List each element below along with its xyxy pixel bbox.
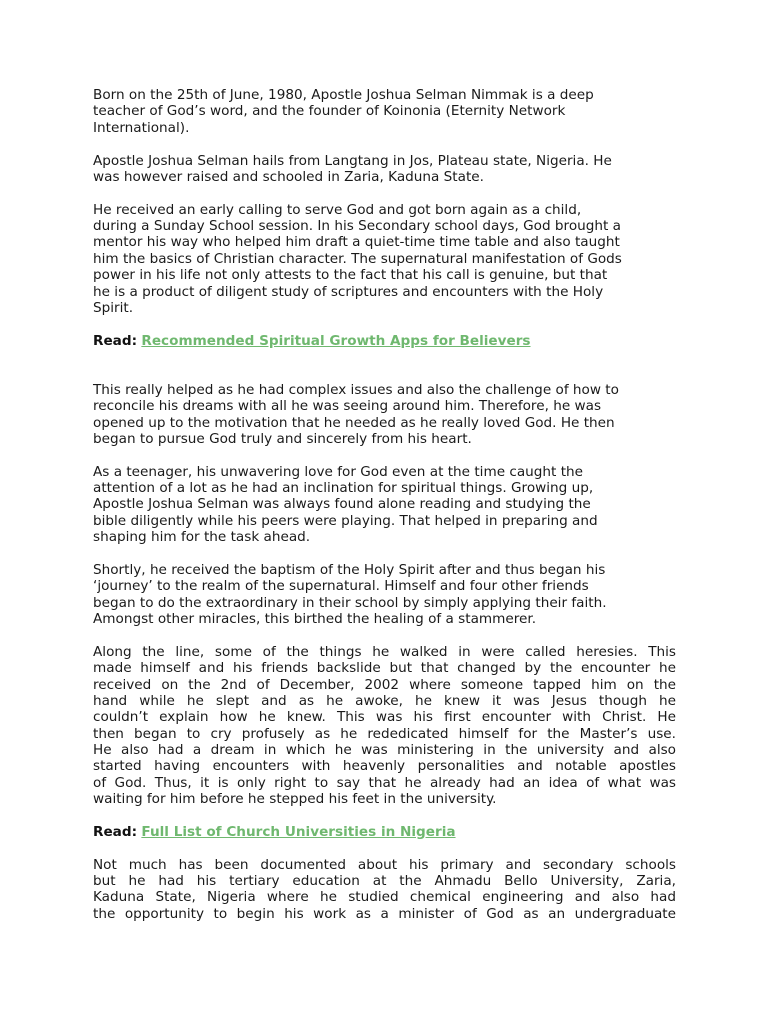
text-line: but he had his tertiary education at the Ahmadu Bello University, Zaria, (93, 873, 676, 889)
text-line: reconcile his dreams with all he was seeing around him. Therefore, he was (93, 398, 602, 415)
text-line: mentor his way who helped him draft a quiet-time time table and also taught (93, 234, 620, 251)
text-line: then began to cry profusely as he rededicated himself for the Master’s use. (93, 725, 676, 742)
link-church-universities[interactable]: Full List of Church Universities in Nigeria (141, 823, 456, 840)
paragraph-education (93, 857, 676, 923)
text-line: Kaduna State, Nigeria where he studied chemical engineering and also had (93, 889, 676, 906)
text-line: hand while he slept and as he awoke, he knew it was Jesus though he (93, 692, 676, 709)
text-line: made himself and his friends backslide but that changed by the encounter he (93, 660, 676, 677)
text-line: bible diligently while his peers were playing. That helped in preparing and (93, 512, 598, 529)
link-spiritual-growth-apps[interactable]: Recommended Spiritual Growth Apps for Believers (141, 332, 531, 349)
text-line: He also had a dream in which he was ministering in the university and also (93, 742, 676, 758)
text-line: started having encounters with heavenly personalities and notable apostles (93, 758, 676, 775)
text-line: attention of a lot as he had an inclination for spiritual things. Growing up, (93, 480, 594, 496)
text-line: He received an early calling to serve God and got born again as a child, (93, 201, 582, 218)
text-line: received on the 2nd of December, 2002 where someone tapped him on the (93, 676, 676, 693)
text-line: Along the line, some of the things he walked in were called heresies. This (93, 643, 676, 660)
paragraph-calling (93, 202, 676, 317)
paragraph-origin (93, 153, 676, 186)
text-line: Born on the 25th of June, 1980, Apostle Joshua Selman Nimmak is a deep (93, 87, 594, 103)
article-body (93, 87, 676, 939)
text-line: Apostle Joshua Selman hails from Langtang in Jos, Plateau state, Nigeria. He (93, 152, 612, 169)
paragraph-growth (93, 382, 676, 448)
text-line: began to do the extraordinary in their school by simply applying their faith. (93, 594, 607, 611)
text-line: the opportunity to begin his work as a minister of God as an undergraduate (93, 905, 676, 922)
text-line: couldn’t explain how he knew. This was his first encounter with Christ. He (93, 709, 676, 726)
read-also-2 (93, 824, 676, 840)
paragraph-encounter (93, 644, 676, 808)
text-line: ‘journey’ to the realm of the supernatural. Himself and four other friends (93, 578, 589, 595)
text-line: was however raised and schooled in Zaria, Kaduna State. (93, 168, 484, 185)
text-line: during a Sunday School session. In his Secondary school days, God brought a (93, 218, 621, 234)
text-line: him the basics of Christian character. The supernatural manifestation of Gods (93, 250, 622, 267)
read-label: Read: (93, 823, 138, 840)
text-line: Amongst other miracles, this birthed the healing of a stammerer. (93, 611, 537, 627)
paragraph-baptism (93, 562, 676, 628)
text-line: Not much has been documented about his primary and secondary schools (93, 856, 676, 873)
text-line: As a teenager, his unwavering love for God even at the time caught the (93, 463, 584, 480)
text-line: began to pursue God truly and sincerely from his heart. (93, 430, 472, 447)
read-also-1 (93, 333, 676, 349)
paragraph-teenager (93, 464, 676, 546)
text-line: This really helped as he had complex issues and also the challenge of how to (93, 381, 619, 398)
text-line: International). (93, 119, 190, 136)
text-line: teacher of God’s word, and the founder of Koinonia (Eternity Network (93, 103, 566, 120)
text-line: shaping him for the task ahead. (93, 529, 311, 546)
text-line: of God. Thus, it is only right to say that he already had an idea of what was (93, 774, 676, 791)
text-line: Apostle Joshua Selman was always found alone reading and studying the (93, 496, 591, 513)
text-line: opened up to the motivation that he needed as he really loved God. He then (93, 414, 615, 431)
text-line: power in his life not only attests to the fact that his call is genuine, but that (93, 267, 608, 284)
text-line: Shortly, he received the baptism of the Holy Spirit after and thus began his (93, 561, 606, 578)
read-label: Read: (93, 332, 138, 349)
paragraph-intro (93, 87, 676, 136)
text-line: waiting for him before he stepped his feet in the university. (93, 791, 497, 808)
text-line: he is a product of diligent study of scriptures and encounters with the Holy (93, 283, 604, 300)
text-line: Spirit. (93, 299, 134, 316)
